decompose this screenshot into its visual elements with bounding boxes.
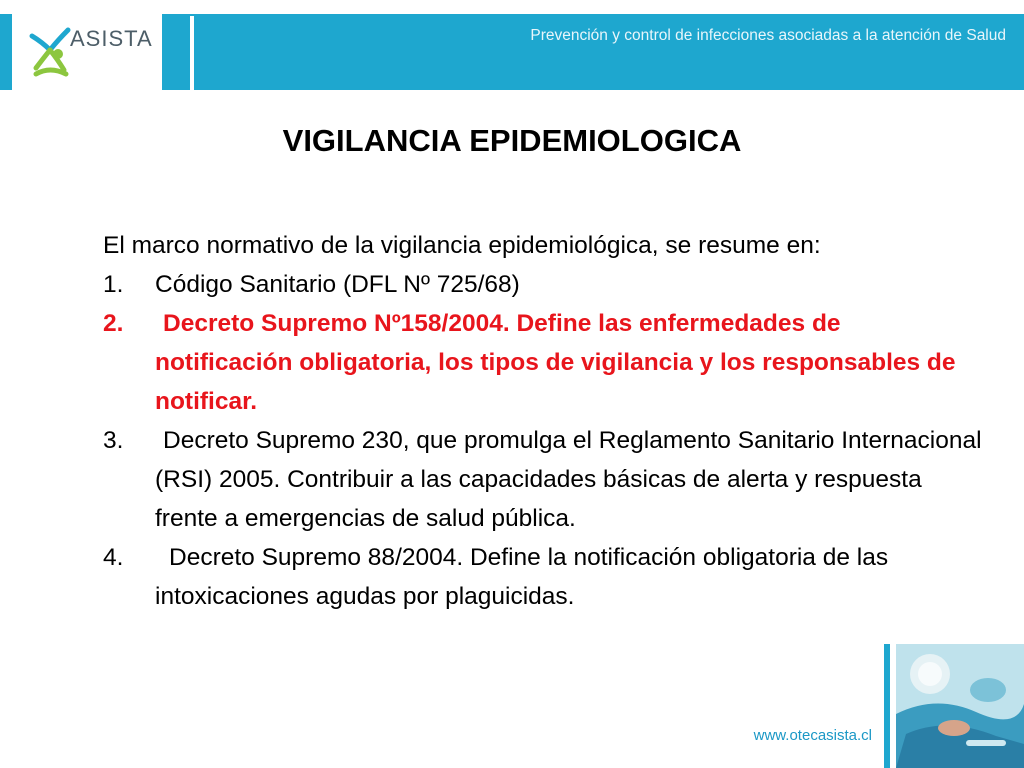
list-item-highlighted (103, 304, 983, 421)
photo-accent-stripe (884, 644, 890, 768)
header-bar (162, 14, 1024, 90)
intro-text: El marco normativo de la vigilancia epidemiológica, se resume en: (103, 232, 821, 259)
logo-text: ASISTA (70, 26, 153, 51)
footer-url: www.otecasista.cl (753, 727, 872, 744)
list-item-number: 4. (103, 544, 124, 571)
slide-body (103, 226, 983, 616)
left-accent-stripe (0, 14, 12, 90)
asista-person-icon (28, 18, 76, 88)
list-item (103, 265, 983, 304)
list-item-text: Decreto Supremo 88/2004. Define la notificación obligatoria de las intoxicaciones agudas por plaguicidas. (155, 544, 889, 610)
list-item-text: Decreto Supremo 230, que promulga el Reglamento Sanitario Internacional (RSI) 2005. Contribuir a las capacidades básicas de alerta y respuesta frente a emergencias de salud pública. (155, 427, 982, 532)
slide-title: VIGILANCIA EPIDEMIOLOGICA (282, 123, 742, 158)
list-item (103, 538, 983, 616)
list-item (103, 421, 983, 538)
logo (12, 14, 162, 90)
header-title: Prevención y control de infecciones asociadas a la atención de Salud (530, 27, 1006, 44)
list-item-number: 2. (103, 310, 124, 337)
list-item-number: 1. (103, 271, 124, 298)
surgery-photo (896, 644, 1024, 768)
header-divider (190, 16, 194, 92)
list-item-number: 3. (103, 427, 124, 454)
list-item-text: Código Sanitario (DFL Nº 725/68) (155, 271, 520, 298)
surgery-photo-illustration (896, 644, 1024, 768)
list-item-text: Decreto Supremo Nº158/2004. Define las enfermedades de notificación obligatoria, los tipos de vigilancia y los responsables de notificar. (155, 310, 956, 415)
